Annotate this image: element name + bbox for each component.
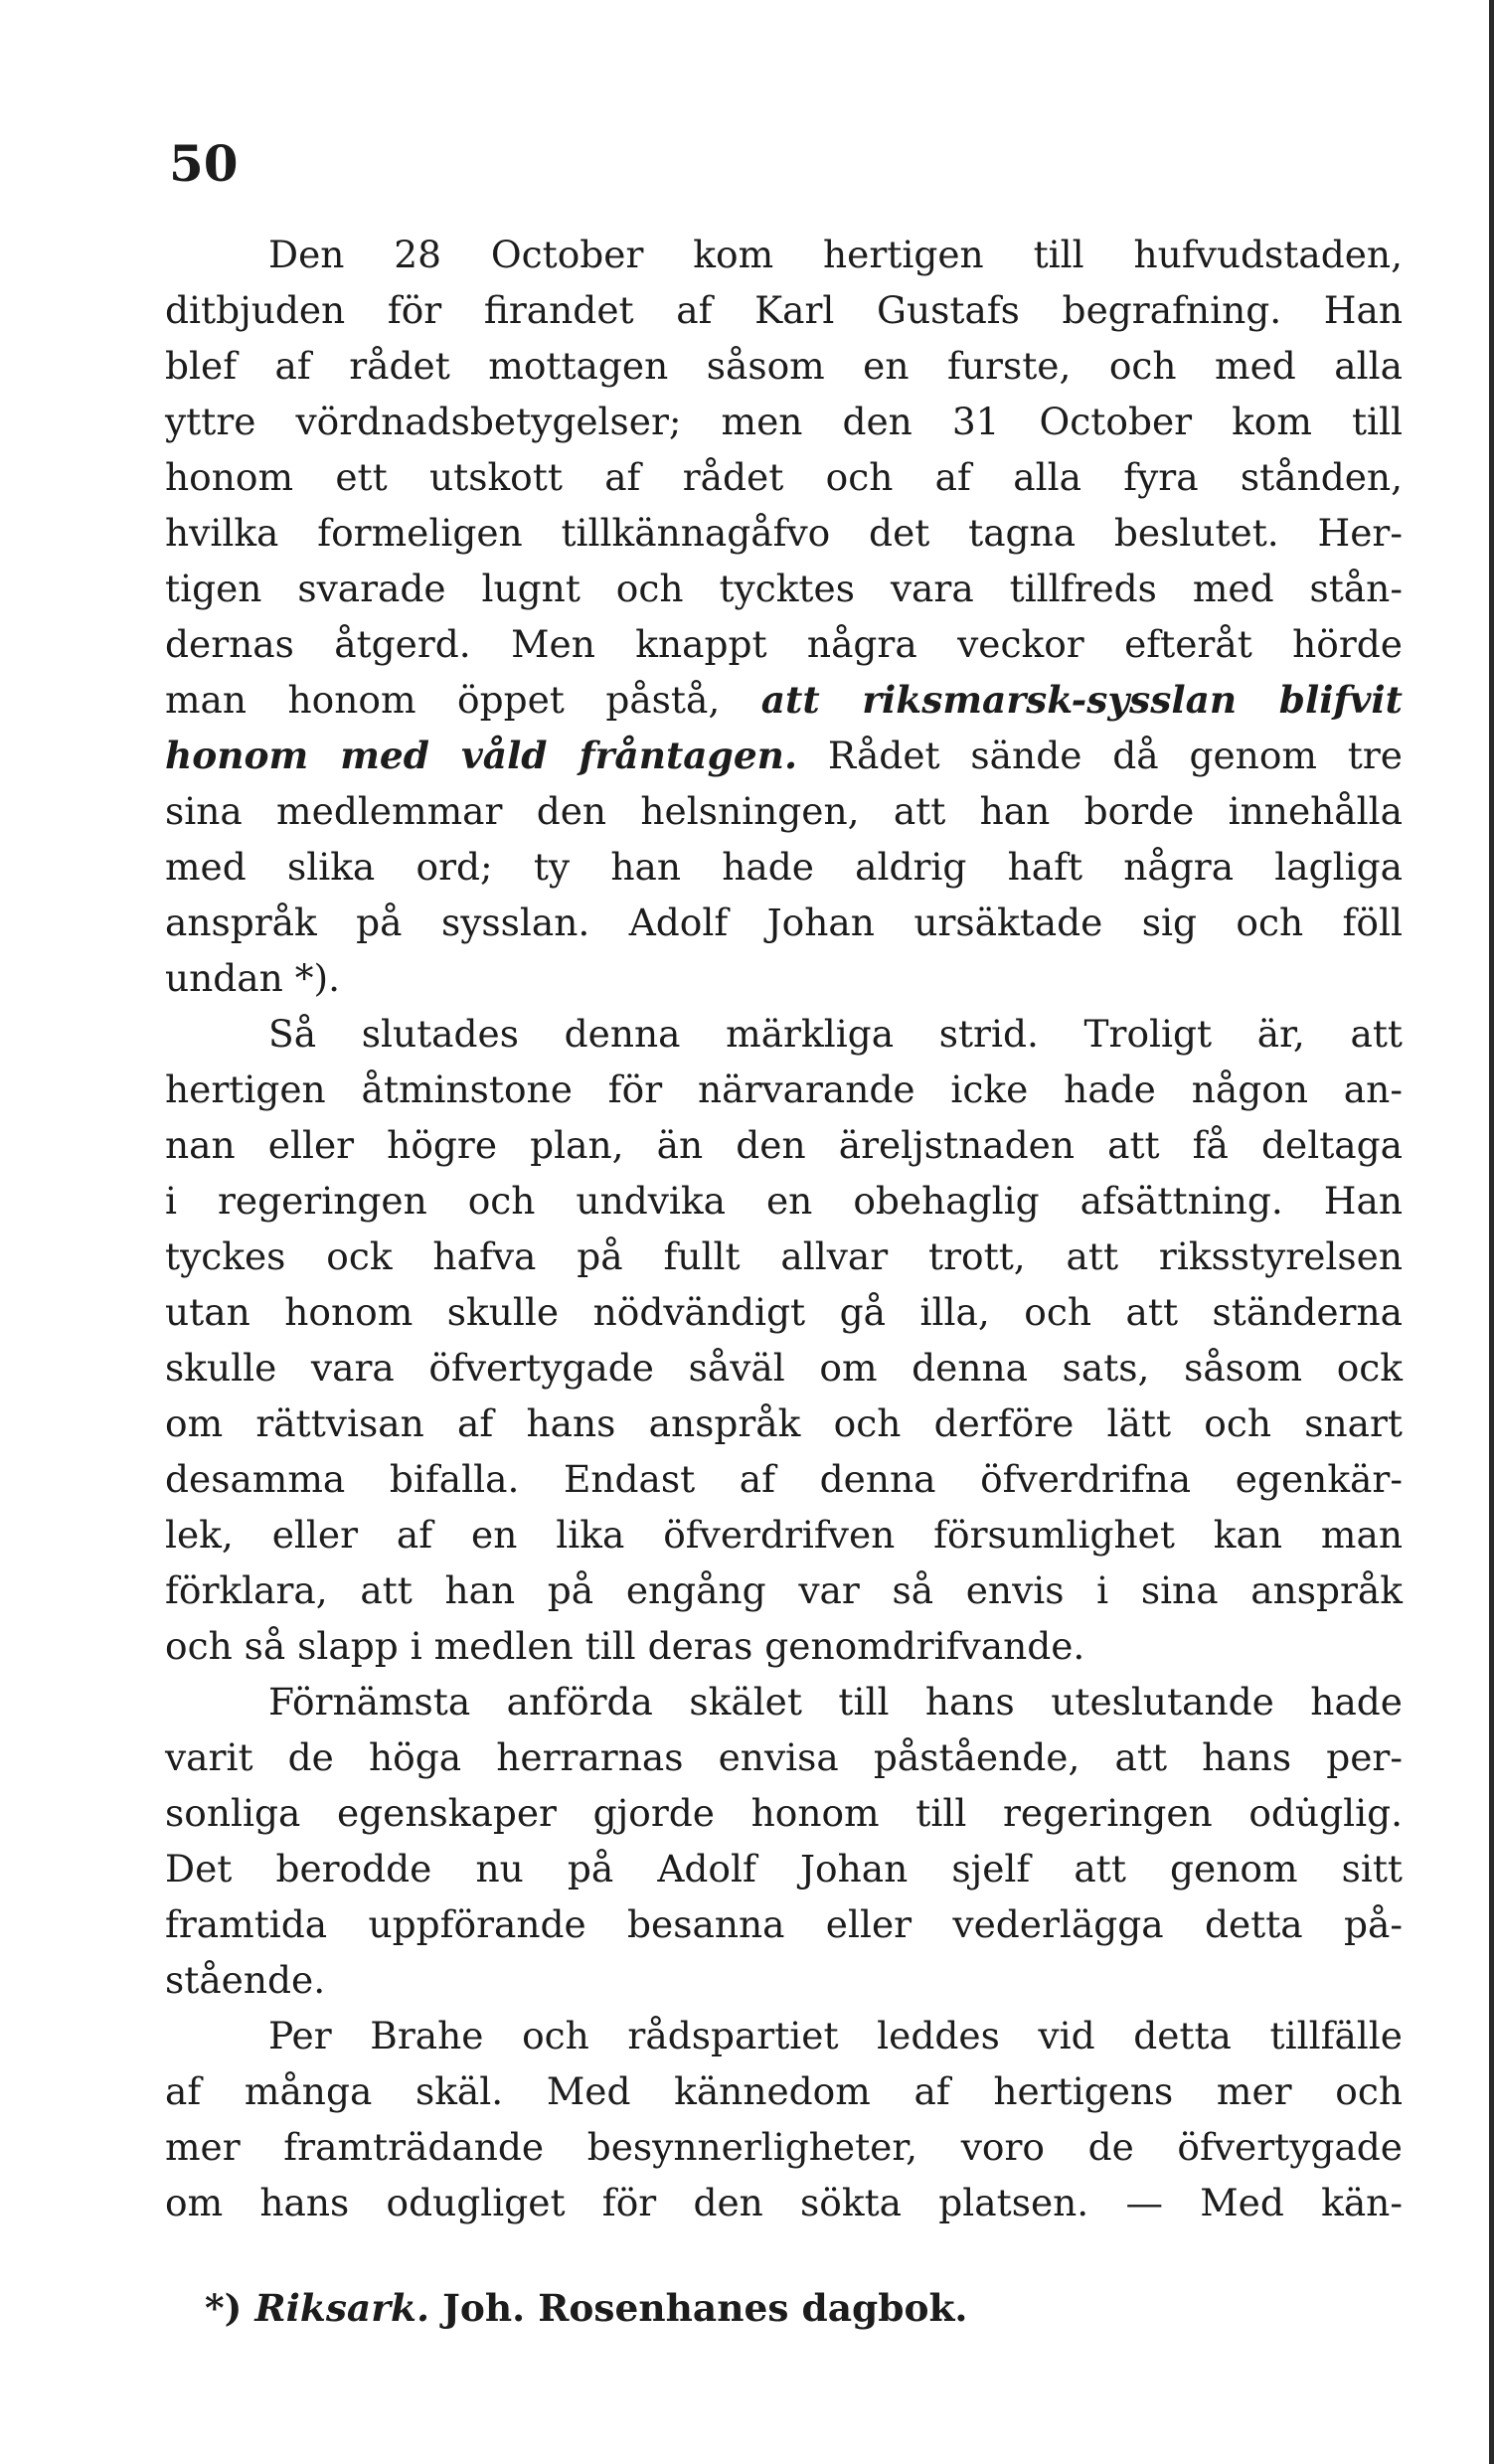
page-number: 50 bbox=[169, 134, 239, 193]
text-line: och så slapp i medlen till deras genomdrifvande. bbox=[165, 1624, 1085, 1668]
footnote-text: Joh. Rosenhanes dagbok. bbox=[429, 2286, 968, 2330]
footnote-marker: *) bbox=[205, 2286, 255, 2330]
text-line-mixed bbox=[165, 672, 1403, 728]
text-line: tyckes ock hafva på fullt allvar trott, att riksstyrelsen bbox=[165, 1234, 1403, 1278]
footnote bbox=[205, 2280, 968, 2336]
text-line: Förnämsta anförda skälet till hans uteslutande hade bbox=[268, 1680, 1403, 1724]
text-line: med slika ord; ty han hade aldrig haft några lagliga bbox=[165, 845, 1403, 889]
text-line: utan honom skulle nödvändigt gå illa, och att ständerna bbox=[165, 1290, 1403, 1334]
text-line: framtida uppförande besanna eller vederlägga detta på- bbox=[165, 1902, 1403, 1946]
text-line: dernas åtgerd. Men knappt några veckor efteråt hörde bbox=[165, 622, 1403, 666]
text-run: Rådet sände då genom tre bbox=[797, 734, 1403, 777]
text-line: sina medlemmar den helsningen, att han borde innehålla bbox=[165, 789, 1403, 833]
text-line: tigen svarade lugnt och tycktes vara tillfreds med stån- bbox=[165, 567, 1403, 610]
text-line: om hans odugliget för den sökta platsen. — Med kän- bbox=[165, 2181, 1403, 2224]
text-line: anspråk på sysslan. Adolf Johan ursäktade sig och föll bbox=[165, 901, 1403, 944]
scan-edge bbox=[1489, 0, 1494, 2464]
text-line: om rättvisan af hans anspråk och derföre lätt och snart bbox=[165, 1401, 1403, 1445]
text-line: Så slutades denna märkliga strid. Troligt är, att bbox=[268, 1012, 1403, 1056]
text-line: skulle vara öfvertygade såväl om denna sats, såsom ock bbox=[165, 1346, 1403, 1390]
text-line: lek, eller af en lika öfverdrifven försumlighet kan man bbox=[165, 1513, 1403, 1557]
text-line: honom ett utskott af rådet och af alla fyra stånden, bbox=[165, 455, 1403, 499]
text-line: ditbjuden för firandet af Karl Gustafs begrafning. Han bbox=[165, 288, 1403, 332]
text-run: man honom öppet påstå, bbox=[165, 678, 761, 722]
text-line: yttre vördnadsbetygelser; men den 31 October kom till bbox=[165, 400, 1403, 443]
text-line: förklara, att han på engång var så envis i sina anspråk bbox=[165, 1568, 1403, 1612]
text-line: hertigen åtminstone för närvarande icke hade någon an- bbox=[165, 1068, 1403, 1111]
text-line: blef af rådet mottagen såsom en furste, och med alla bbox=[165, 344, 1403, 388]
text-line: nan eller högre plan, än den äreljstnaden att få deltaga bbox=[165, 1123, 1403, 1167]
text-line: desamma bifalla. Endast af denna öfverdrifna egenkär- bbox=[165, 1457, 1403, 1501]
body-text bbox=[165, 227, 1403, 2230]
text-line: af många skäl. Med kännedom af hertigens mer och bbox=[165, 2069, 1403, 2113]
text-line: Per Brahe och rådspartiet leddes vid detta tillfälle bbox=[268, 2014, 1403, 2057]
text-line: hvilka formeligen tillkännagåfvo det tagna beslutet. Her- bbox=[165, 511, 1403, 555]
italic-run: att riksmarsk-sysslan blifvit bbox=[760, 678, 1403, 722]
text-line: mer framträdande besynnerligheter, voro de öfvertygade bbox=[165, 2125, 1403, 2169]
footnote-source: Riksark. bbox=[254, 2286, 430, 2330]
italic-run: honom med våld fråntagen. bbox=[165, 734, 797, 777]
text-line: Det berodde nu på Adolf Johan sjelf att genom sitt bbox=[165, 1847, 1403, 1890]
text-line: i regeringen och undvika en obehaglig afsättning. Han bbox=[165, 1179, 1403, 1223]
text-line: undan *). bbox=[165, 956, 341, 1000]
text-line: varit de höga herrarnas envisa påstående, att hans per- bbox=[165, 1735, 1403, 1779]
text-line: Den 28 October kom hertigen till hufvudstaden, bbox=[268, 233, 1403, 276]
text-line-mixed bbox=[165, 728, 1403, 783]
text-line: stående. bbox=[165, 1958, 326, 2002]
text-line: sonliga egenskaper gjorde honom till regeringen odu̇glig. bbox=[165, 1791, 1403, 1835]
